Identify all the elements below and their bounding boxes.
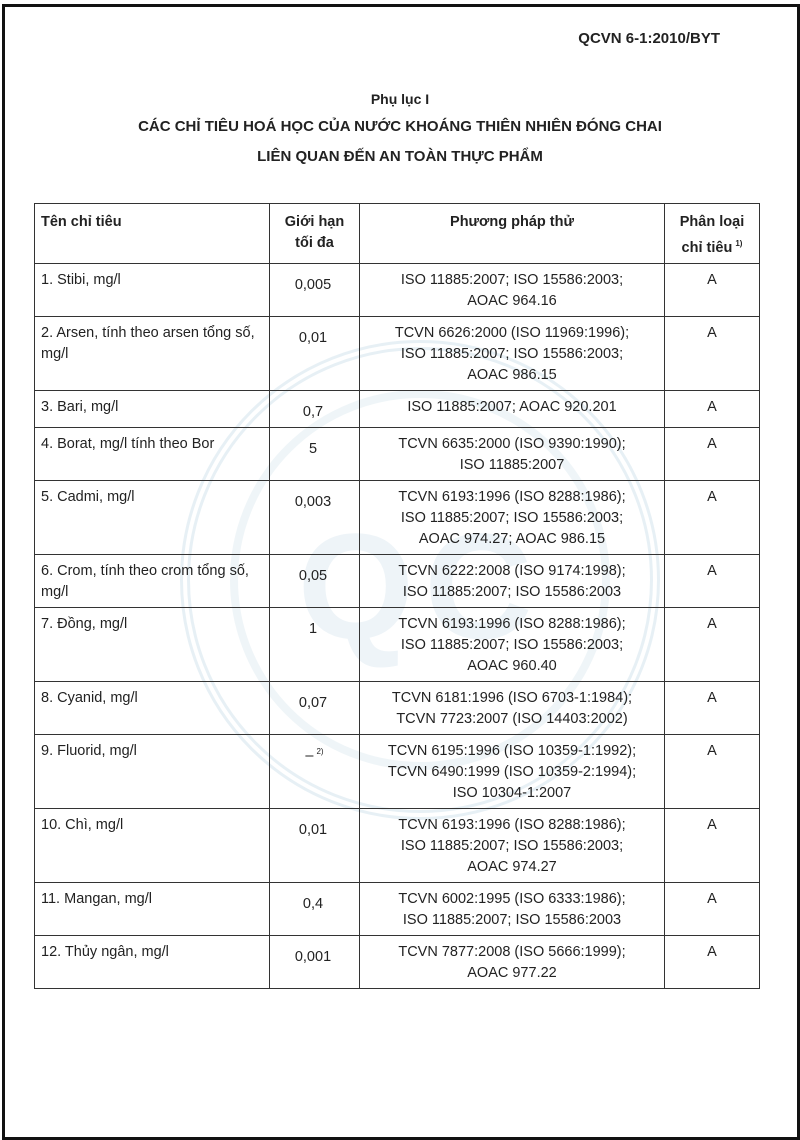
max-limit: 0,01 bbox=[270, 317, 360, 391]
criterion-name: 8. Cyanid, mg/l bbox=[35, 682, 270, 735]
max-limit: 1 bbox=[270, 608, 360, 682]
criterion-class: A bbox=[665, 555, 760, 608]
criterion-class: A bbox=[665, 735, 760, 809]
table-row bbox=[35, 391, 760, 428]
method-line: ISO 11885:2007; AOAC 920.201 bbox=[407, 399, 617, 415]
header-class: Phân loại chỉ tiêu $^{1)}$ bbox=[665, 204, 760, 264]
test-methods bbox=[360, 883, 665, 936]
criterion-name: 7. Đồng, mg/l bbox=[35, 608, 270, 682]
criterion-class: A bbox=[665, 809, 760, 883]
method-line: AOAC 964.16 bbox=[467, 293, 557, 309]
max-limit: 0,005 bbox=[270, 264, 360, 317]
table-row bbox=[35, 608, 760, 682]
table-row bbox=[35, 883, 760, 936]
method-line: TCVN 6222:2008 (ISO 9174:1998); bbox=[398, 563, 626, 579]
table-body bbox=[35, 264, 760, 989]
test-methods bbox=[360, 264, 665, 317]
table-row bbox=[35, 809, 760, 883]
criterion-name: 12. Thủy ngân, mg/l bbox=[35, 936, 270, 989]
method-line: ISO 11885:2007; ISO 15586:2003 bbox=[402, 912, 622, 928]
header-limit: Giới hạn tối đa bbox=[270, 204, 360, 264]
method-line: ISO 11885:2007 bbox=[459, 457, 565, 473]
criterion-name: 9. Fluorid, mg/l bbox=[35, 735, 270, 809]
criterion-class: A bbox=[665, 608, 760, 682]
test-methods bbox=[360, 428, 665, 481]
max-limit: 0,001 bbox=[270, 936, 360, 989]
criterion-class: A bbox=[665, 481, 760, 555]
chemical-criteria-table bbox=[34, 203, 760, 989]
document-title-line2: LIÊN QUAN ĐẾN AN TOÀN THỰC PHẨM bbox=[257, 148, 543, 165]
criterion-name: 4. Borat, mg/l tính theo Bor bbox=[35, 428, 270, 481]
footnote-marker: 2) bbox=[316, 747, 324, 756]
table-row bbox=[35, 735, 760, 809]
max-limit: 0,07 bbox=[270, 682, 360, 735]
criterion-name: 2. Arsen, tính theo arsen tổng số, mg/l bbox=[35, 317, 270, 391]
method-line: AOAC 986.15 bbox=[467, 367, 557, 383]
method-line: TCVN 7723:2007 (ISO 14403:2002) bbox=[396, 711, 628, 727]
method-line: TCVN 6490:1999 (ISO 10359-2:1994); bbox=[387, 764, 637, 780]
criterion-name: 10. Chì, mg/l bbox=[35, 809, 270, 883]
table-row bbox=[35, 481, 760, 555]
method-line: ISO 11885:2007; ISO 15586:2003; bbox=[400, 510, 624, 526]
header-name: Tên chỉ tiêu bbox=[35, 204, 270, 264]
criterion-class: A bbox=[665, 264, 760, 317]
method-line: ISO 10304-1:2007 bbox=[452, 785, 572, 801]
method-line: TCVN 7877:2008 (ISO 5666:1999); bbox=[398, 944, 626, 960]
method-line: TCVN 6626:2000 (ISO 11969:1996); bbox=[394, 325, 630, 341]
criterion-class: A bbox=[665, 883, 760, 936]
method-line: AOAC 974.27 bbox=[467, 859, 557, 875]
criterion-class: A bbox=[665, 317, 760, 391]
method-line: TCVN 6002:1995 (ISO 6333:1986); bbox=[398, 891, 626, 907]
method-line: TCVN 6195:1996 (ISO 10359-1:1992); bbox=[387, 743, 637, 759]
test-methods bbox=[360, 809, 665, 883]
test-methods bbox=[360, 608, 665, 682]
method-line: TCVN 6193:1996 (ISO 8288:1986); bbox=[398, 817, 626, 833]
test-methods bbox=[360, 317, 665, 391]
method-line: ISO 11885:2007; ISO 15586:2003 bbox=[402, 584, 622, 600]
method-line: AOAC 960.40 bbox=[467, 658, 557, 674]
appendix-label: Phụ lục I bbox=[370, 91, 430, 107]
criterion-class: A bbox=[665, 682, 760, 735]
test-methods bbox=[360, 391, 665, 428]
method-line: AOAC 977.22 bbox=[467, 965, 557, 981]
method-line: TCVN 6181:1996 (ISO 6703-1:1984); bbox=[391, 690, 633, 706]
max-limit: 0,01 bbox=[270, 809, 360, 883]
document-code: QCVN 6-1:2010/BYT bbox=[578, 30, 720, 47]
document-title-line1: CÁC CHỈ TIÊU HOÁ HỌC CỦA NƯỚC KHOÁNG THIÊN NHIÊN ĐÓNG CHAI bbox=[138, 118, 662, 135]
method-line: AOAC 974.27; AOAC 986.15 bbox=[418, 531, 606, 547]
criterion-name: 11. Mangan, mg/l bbox=[35, 883, 270, 936]
criterion-class: A bbox=[665, 391, 760, 428]
footnote-marker: 1) bbox=[735, 239, 743, 248]
method-line: ISO 11885:2007; ISO 15586:2003; bbox=[400, 838, 624, 854]
header-method: Phương pháp thử bbox=[360, 204, 665, 264]
table-row bbox=[35, 682, 760, 735]
method-line: TCVN 6193:1996 (ISO 8288:1986); bbox=[398, 489, 626, 505]
test-methods bbox=[360, 735, 665, 809]
criterion-name: 5. Cadmi, mg/l bbox=[35, 481, 270, 555]
method-line: TCVN 6193:1996 (ISO 8288:1986); bbox=[398, 616, 626, 632]
method-line: ISO 11885:2007; ISO 15586:2003; bbox=[400, 346, 624, 362]
test-methods bbox=[360, 555, 665, 608]
criterion-class: A bbox=[665, 428, 760, 481]
test-methods bbox=[360, 682, 665, 735]
max-limit: 0,7 bbox=[270, 391, 360, 428]
criterion-name: 1. Stibi, mg/l bbox=[35, 264, 270, 317]
table-row bbox=[35, 428, 760, 481]
table-row bbox=[35, 936, 760, 989]
criterion-name: 6. Crom, tính theo crom tổng số, mg/l bbox=[35, 555, 270, 608]
test-methods bbox=[360, 936, 665, 989]
max-limit: – $^{2)}$ bbox=[270, 735, 360, 809]
max-limit: 0,003 bbox=[270, 481, 360, 555]
method-line: ISO 11885:2007; ISO 15586:2003; bbox=[400, 637, 624, 653]
method-line: TCVN 6635:2000 (ISO 9390:1990); bbox=[398, 436, 626, 452]
table-row bbox=[35, 555, 760, 608]
table-header-row bbox=[35, 204, 760, 264]
criterion-class: A bbox=[665, 936, 760, 989]
method-line: ISO 11885:2007; ISO 15586:2003; bbox=[400, 272, 624, 288]
table-row bbox=[35, 264, 760, 317]
max-limit: 0,4 bbox=[270, 883, 360, 936]
table-row bbox=[35, 317, 760, 391]
max-limit: 5 bbox=[270, 428, 360, 481]
max-limit: 0,05 bbox=[270, 555, 360, 608]
criterion-name: 3. Bari, mg/l bbox=[35, 391, 270, 428]
test-methods bbox=[360, 481, 665, 555]
